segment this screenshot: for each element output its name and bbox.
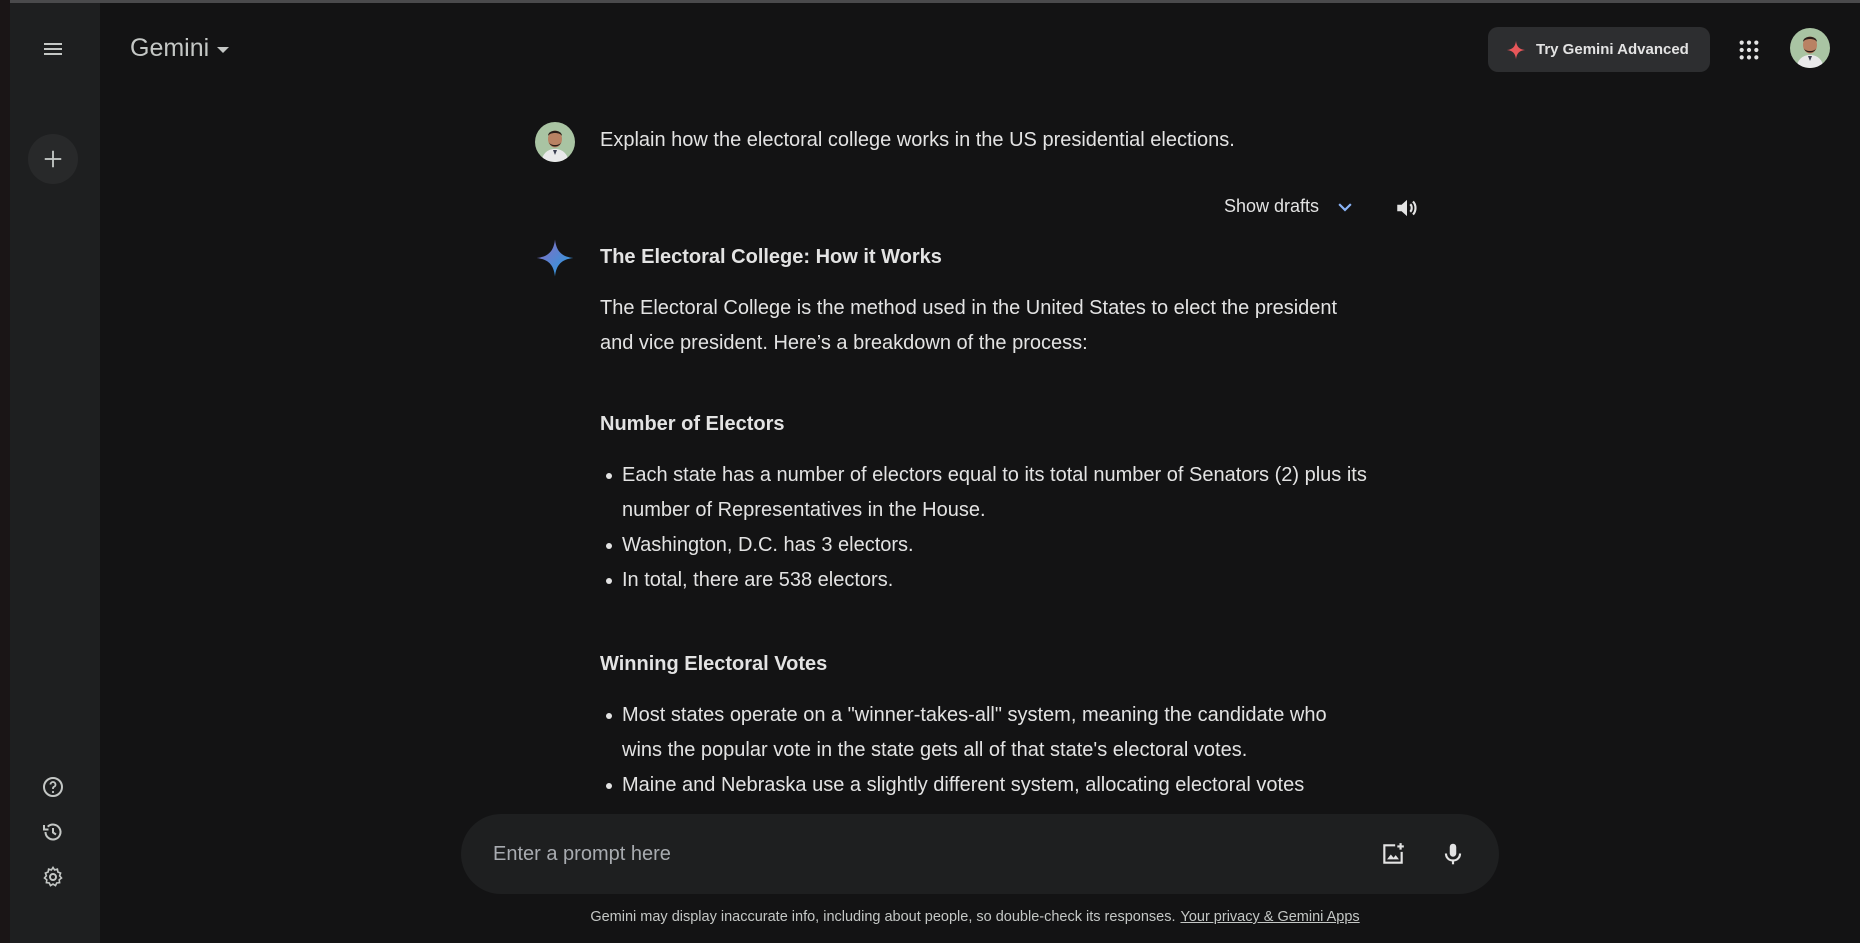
chevron-down-icon	[1335, 197, 1355, 217]
list-item: Maine and Nebraska use a slightly different system, allocating electoral votes	[600, 768, 1370, 803]
microphone-icon	[1440, 841, 1466, 867]
user-avatar	[535, 122, 575, 162]
top-border	[0, 0, 1860, 3]
bullet-list	[600, 458, 1370, 598]
model-response	[600, 243, 1370, 815]
gemini-spark-icon	[535, 238, 575, 278]
google-apps-button[interactable]	[1729, 30, 1769, 70]
response-intro: The Electoral College is the method used in the United States to elect the president and vice president. Here’s a breakdown of the process:	[600, 297, 1338, 354]
window-edge	[0, 0, 10, 943]
show-drafts-label: Show drafts	[1224, 196, 1320, 216]
section-heading: Winning Electoral Votes	[600, 653, 828, 675]
help-button[interactable]	[29, 763, 77, 811]
sparkle-icon	[1506, 40, 1526, 60]
menu-icon	[41, 37, 65, 61]
list-item: Washington, D.C. has 3 electors.	[600, 528, 1370, 563]
gear-icon	[41, 865, 65, 889]
history-icon	[41, 820, 65, 844]
app-title: Gemini	[130, 34, 210, 62]
new-chat-button[interactable]	[28, 134, 78, 184]
list-item: In total, there are 538 electors.	[600, 563, 1370, 598]
user-prompt-text: Explain how the electoral college works in the US presidential elections.	[600, 129, 1235, 151]
show-drafts-button[interactable]	[1224, 196, 1355, 217]
prompt-bar	[461, 814, 1499, 894]
list-item: Each state has a number of electors equal to its total number of Senators (2) plus its number of Representatives in the House.	[600, 458, 1370, 528]
microphone-button[interactable]	[1433, 834, 1473, 874]
upload-image-button[interactable]	[1373, 834, 1413, 874]
bullet-list	[600, 698, 1370, 803]
footer-disclaimer	[0, 909, 1860, 925]
disclaimer-text: Gemini may display inaccurate info, including about people, so double-check its responses.	[590, 909, 1176, 925]
speaker-icon	[1394, 195, 1420, 221]
plus-icon	[42, 148, 64, 170]
section-heading: Number of Electors	[600, 413, 785, 435]
listen-button[interactable]	[1392, 193, 1422, 223]
activity-button[interactable]	[29, 808, 77, 856]
help-icon	[41, 775, 65, 799]
main-menu-button[interactable]	[29, 25, 77, 73]
caret-down-icon	[217, 47, 229, 53]
sidebar-rail	[10, 3, 100, 943]
add-image-icon	[1380, 841, 1406, 867]
avatar-image	[1790, 28, 1830, 68]
avatar-image	[535, 122, 575, 162]
model-selector[interactable]	[130, 34, 229, 63]
list-item: Most states operate on a "winner-takes-all" system, meaning the candidate who wins the popular vote in the state gets all of that state's electoral votes.	[600, 698, 1370, 768]
try-advanced-button[interactable]	[1488, 27, 1710, 72]
try-advanced-label: Try Gemini Advanced	[1536, 41, 1689, 58]
prompt-input[interactable]	[493, 834, 1373, 874]
response-title: The Electoral College: How it Works	[600, 246, 942, 268]
apps-grid-icon	[1738, 39, 1760, 61]
settings-button[interactable]	[29, 853, 77, 901]
privacy-link[interactable]: Your privacy & Gemini Apps	[1180, 909, 1360, 925]
account-avatar[interactable]	[1790, 28, 1830, 68]
